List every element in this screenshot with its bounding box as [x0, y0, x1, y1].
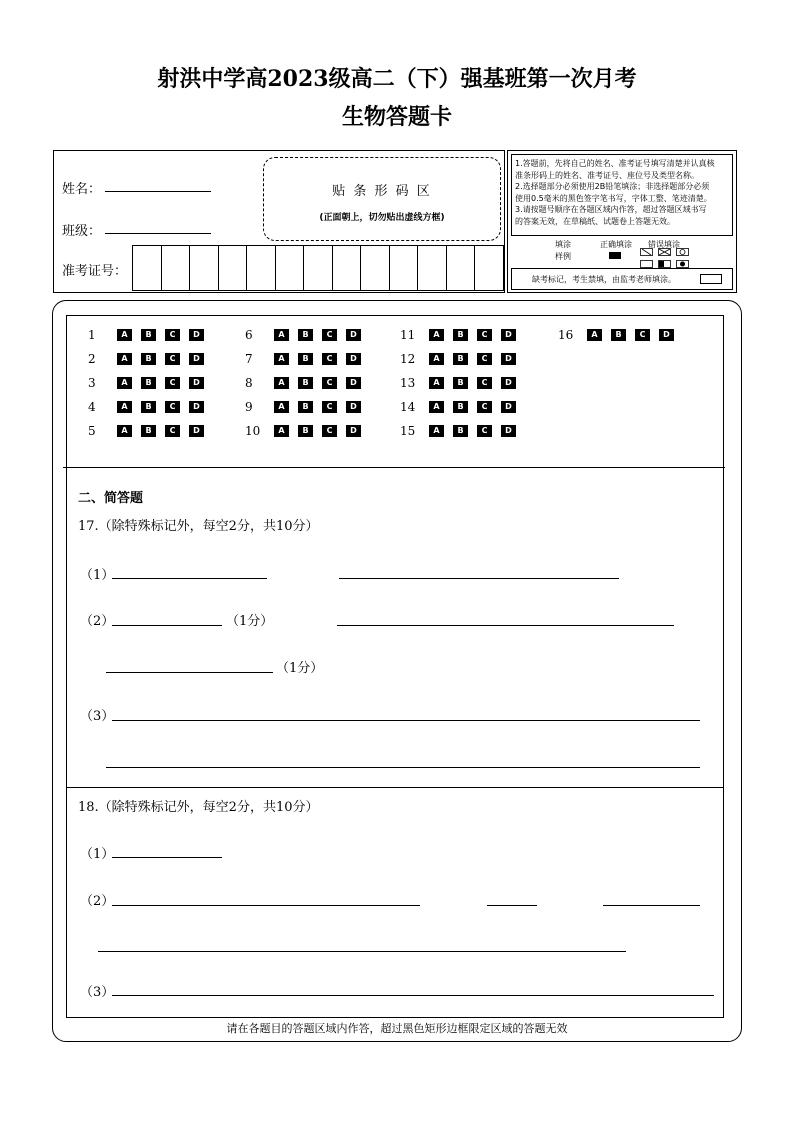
option-letter: D — [193, 426, 200, 435]
question-number: 3 — [88, 376, 96, 390]
option-bubble[interactable] — [634, 328, 651, 342]
option-bubble[interactable] — [273, 424, 290, 438]
option-letter: A — [121, 330, 128, 339]
option-letter: B — [145, 378, 152, 387]
option-letter: C — [169, 426, 176, 435]
option-bubble[interactable] — [297, 352, 314, 366]
option-bubble[interactable] — [452, 424, 469, 438]
absent-mark-checkbox[interactable] — [700, 274, 722, 284]
option-bubble[interactable] — [428, 424, 445, 438]
q17-part2-mark: （1分） — [226, 614, 274, 629]
exam-id-label: 准考证号： — [62, 264, 128, 279]
exam-id-cell[interactable] — [189, 246, 190, 290]
option-letter: B — [302, 378, 309, 387]
option-letter: B — [145, 330, 152, 339]
option-bubble[interactable] — [273, 328, 290, 342]
option-letter: A — [433, 378, 440, 387]
option-bubble[interactable] — [188, 352, 205, 366]
option-letter: A — [278, 426, 285, 435]
q18-title: 18.（除特殊标记外，每空2分，共10分） — [78, 800, 319, 815]
q17-part2-blank3[interactable] — [106, 672, 273, 673]
option-letter: C — [169, 354, 176, 363]
option-letter: D — [350, 378, 357, 387]
option-bubble[interactable] — [116, 328, 133, 342]
option-bubble[interactable] — [321, 328, 338, 342]
choice-question — [245, 399, 369, 415]
option-bubble[interactable] — [500, 376, 517, 390]
option-bubble[interactable] — [345, 400, 362, 414]
option-letter: C — [169, 378, 176, 387]
instructions-box — [507, 150, 737, 293]
option-bubble[interactable] — [297, 400, 314, 414]
option-letter: A — [278, 354, 285, 363]
option-bubble[interactable] — [476, 328, 493, 342]
question-number: 6 — [245, 328, 253, 342]
exam-title: 射洪中学高2023级高二（下）强基班第一次月考 — [157, 66, 637, 92]
q17-part2-mark2: （1分） — [276, 661, 324, 676]
exam-id-cell[interactable] — [275, 246, 276, 290]
option-bubble[interactable] — [188, 376, 205, 390]
choice-question — [400, 327, 524, 343]
option-bubble[interactable] — [452, 376, 469, 390]
name-label: 姓名： — [62, 182, 102, 197]
option-bubble[interactable] — [452, 328, 469, 342]
answer-inner-frame — [66, 315, 724, 1018]
option-letter: A — [121, 378, 128, 387]
exam-id-cell[interactable] — [389, 246, 390, 290]
option-bubble[interactable] — [345, 376, 362, 390]
question-number: 9 — [245, 400, 253, 414]
question-number: 16 — [558, 328, 574, 342]
question-number: 15 — [400, 424, 416, 438]
option-bubble[interactable] — [273, 400, 290, 414]
option-letter: D — [350, 330, 357, 339]
option-bubble[interactable] — [164, 328, 181, 342]
option-bubble[interactable] — [476, 400, 493, 414]
q18-part2-blank3[interactable] — [603, 905, 700, 906]
wrong-fill-samples — [640, 248, 700, 270]
choice-question — [558, 327, 682, 343]
option-bubble[interactable] — [273, 352, 290, 366]
option-letter: B — [145, 354, 152, 363]
name-field[interactable] — [105, 191, 211, 192]
option-letter: C — [169, 330, 176, 339]
option-letter: B — [145, 426, 152, 435]
option-bubble[interactable] — [452, 352, 469, 366]
option-letter: A — [433, 330, 440, 339]
q17-part2-blank1[interactable] — [112, 625, 222, 626]
exam-id-grid[interactable] — [132, 245, 504, 291]
student-info-box — [53, 150, 505, 293]
q17-part1-blank1[interactable] — [112, 578, 267, 579]
q18-part1-blank[interactable] — [112, 857, 222, 858]
exam-id-cell[interactable] — [446, 246, 447, 290]
question-number: 8 — [245, 376, 253, 390]
option-bubble[interactable] — [476, 352, 493, 366]
q18-part3-blank[interactable] — [112, 995, 714, 996]
option-letter: D — [505, 426, 512, 435]
choice-question — [88, 351, 212, 367]
option-bubble[interactable] — [188, 400, 205, 414]
question-number: 7 — [245, 352, 253, 366]
option-bubble[interactable] — [500, 352, 517, 366]
correct-fill-label: 正确填涂 — [600, 240, 632, 249]
choice-question — [400, 375, 524, 391]
choice-question — [88, 423, 212, 439]
choice-question — [400, 399, 524, 415]
option-letter: B — [457, 354, 464, 363]
question-number: 1 — [88, 328, 96, 342]
q18-part2-blank4[interactable] — [98, 951, 626, 952]
question-number: 4 — [88, 400, 96, 414]
option-letter: A — [121, 402, 128, 411]
option-bubble[interactable] — [658, 328, 675, 342]
choice-question — [400, 351, 524, 367]
option-bubble[interactable] — [476, 424, 493, 438]
note-line: 使用0.5毫米的黑色签字笔书写，字体工整、笔迹清楚。 — [515, 193, 712, 203]
exam-id-cell[interactable] — [303, 246, 304, 290]
option-letter: B — [457, 402, 464, 411]
note-line: 3.请按题号顺序在各题区域内作答，超过答题区域书写 — [515, 205, 707, 214]
option-letter: D — [350, 402, 357, 411]
q18-part1-label: （1） — [80, 847, 115, 862]
note-line: 1.答题前，先将自己的姓名、准考证号填写清楚并认真核 — [515, 159, 715, 168]
option-bubble[interactable] — [164, 400, 181, 414]
option-letter: D — [193, 354, 200, 363]
option-bubble[interactable] — [428, 400, 445, 414]
q17-part1-blank2[interactable] — [339, 578, 619, 579]
choice-question — [245, 375, 369, 391]
absent-mark-text: 缺考标记，考生禁填，由监考老师填涂。 — [532, 275, 676, 284]
option-letter: C — [326, 378, 333, 387]
q17-part2-label: （2） — [80, 614, 115, 629]
question-number: 2 — [88, 352, 96, 366]
option-letter: D — [350, 354, 357, 363]
exam-id-cell[interactable] — [360, 246, 361, 290]
option-letter: D — [350, 426, 357, 435]
section-divider — [63, 467, 725, 468]
option-letter: B — [457, 378, 464, 387]
option-letter: D — [193, 402, 200, 411]
option-letter: B — [457, 426, 464, 435]
exam-id-cell[interactable] — [332, 246, 333, 290]
option-bubble[interactable] — [500, 424, 517, 438]
option-letter: B — [302, 402, 309, 411]
option-letter: C — [481, 378, 488, 387]
class-field[interactable] — [105, 233, 211, 234]
wrong-fill-label: 错误填涂 — [648, 240, 680, 249]
option-letter: C — [326, 402, 333, 411]
q17-part1-label: （1） — [80, 568, 115, 583]
absent-mark-box — [511, 268, 733, 290]
option-letter: A — [433, 402, 440, 411]
option-bubble[interactable] — [428, 352, 445, 366]
q18-part2-blank2[interactable] — [487, 905, 537, 906]
q17-part3-blank2[interactable] — [106, 767, 700, 768]
option-bubble[interactable] — [428, 328, 445, 342]
option-letter: A — [591, 330, 598, 339]
option-letter: A — [278, 330, 285, 339]
option-bubble[interactable] — [188, 424, 205, 438]
choice-question — [245, 351, 369, 367]
wrong-sample-empty — [641, 261, 653, 268]
exam-id-cell[interactable] — [161, 246, 162, 290]
question-number: 10 — [245, 424, 261, 438]
q18-part3-label: （3） — [80, 985, 115, 1000]
question-number: 11 — [400, 328, 416, 342]
choice-question — [88, 327, 212, 343]
choice-question — [88, 375, 212, 391]
option-bubble[interactable] — [428, 376, 445, 390]
option-bubble[interactable] — [116, 400, 133, 414]
question-number: 5 — [88, 424, 96, 438]
option-bubble[interactable] — [273, 376, 290, 390]
option-letter: B — [302, 354, 309, 363]
option-bubble[interactable] — [188, 328, 205, 342]
option-letter: A — [278, 402, 285, 411]
option-bubble[interactable] — [140, 328, 157, 342]
option-letter: A — [121, 426, 128, 435]
option-bubble[interactable] — [140, 424, 157, 438]
option-bubble[interactable] — [500, 328, 517, 342]
question-number: 13 — [400, 376, 416, 390]
option-bubble[interactable] — [321, 376, 338, 390]
note-line: 2.选择题部分必须使用2B铅笔填涂；非选择题部分必须 — [515, 182, 710, 191]
option-letter: B — [302, 426, 309, 435]
option-letter: D — [505, 354, 512, 363]
option-bubble[interactable] — [140, 400, 157, 414]
option-letter: D — [663, 330, 670, 339]
q17-q18-divider — [66, 787, 724, 788]
option-bubble[interactable] — [116, 352, 133, 366]
class-label: 班级： — [62, 224, 102, 239]
option-bubble[interactable] — [321, 424, 338, 438]
option-bubble[interactable] — [500, 400, 517, 414]
fill-sample-label-2: 样例 — [555, 252, 571, 261]
option-bubble[interactable] — [452, 400, 469, 414]
option-bubble[interactable] — [321, 400, 338, 414]
option-letter: C — [326, 354, 333, 363]
choice-question — [400, 423, 524, 439]
footer-warning: 请在各题目的答题区域内作答，超过黑色矩形边框限定区域的答题无效 — [226, 1022, 568, 1035]
note-line: 的答案无效，在草稿纸、试题卷上答题无效。 — [515, 216, 675, 226]
option-bubble[interactable] — [140, 352, 157, 366]
option-letter: A — [433, 354, 440, 363]
option-bubble[interactable] — [586, 328, 603, 342]
correct-fill-sample — [609, 252, 621, 259]
option-letter: C — [639, 330, 646, 339]
section2-heading: 二、简答题 — [78, 491, 144, 506]
question-number: 12 — [400, 352, 416, 366]
option-letter: C — [326, 330, 333, 339]
option-bubble[interactable] — [116, 376, 133, 390]
option-bubble[interactable] — [610, 328, 627, 342]
q17-part3-label: （3） — [80, 709, 115, 724]
option-bubble[interactable] — [476, 376, 493, 390]
barcode-hint: (正面朝上，切勿贴出虚线方框) — [319, 213, 445, 223]
question-number: 14 — [400, 400, 416, 414]
option-letter: D — [193, 378, 200, 387]
option-bubble[interactable] — [297, 376, 314, 390]
note-line: 准条形码上的姓名、准考证号、座位号及类型名称。 — [515, 170, 699, 180]
q17-title: 17.（除特殊标记外，每空2分，共10分） — [78, 519, 319, 534]
option-bubble[interactable] — [345, 424, 362, 438]
option-letter: B — [615, 330, 622, 339]
option-letter: B — [302, 330, 309, 339]
option-letter: B — [145, 402, 152, 411]
option-bubble[interactable] — [164, 352, 181, 366]
barcode-area — [263, 157, 501, 241]
option-bubble[interactable] — [297, 328, 314, 342]
option-letter: C — [481, 426, 488, 435]
option-letter: C — [481, 402, 488, 411]
exam-id-cell[interactable] — [474, 246, 475, 290]
option-letter: C — [481, 330, 488, 339]
q18-part2-blank1[interactable] — [112, 905, 420, 906]
exam-id-cell[interactable] — [218, 246, 219, 290]
option-letter: A — [278, 378, 285, 387]
card-title: 生物答题卡 — [341, 104, 452, 130]
option-letter: C — [481, 354, 488, 363]
option-letter: D — [505, 378, 512, 387]
exam-id-cell[interactable] — [417, 246, 418, 290]
option-bubble[interactable] — [321, 352, 338, 366]
choice-question — [245, 327, 369, 343]
option-letter: A — [433, 426, 440, 435]
q18-part2-label: （2） — [80, 894, 115, 909]
option-bubble[interactable] — [164, 376, 181, 390]
option-letter: D — [505, 402, 512, 411]
barcode-title: 贴 条 形 码 区 — [332, 184, 432, 199]
q17-part3-blank1[interactable] — [112, 720, 700, 721]
option-letter: C — [169, 402, 176, 411]
option-bubble[interactable] — [140, 376, 157, 390]
option-bubble[interactable] — [164, 424, 181, 438]
q17-part2-blank2[interactable] — [337, 625, 674, 626]
instructions-notes — [511, 154, 733, 236]
option-bubble[interactable] — [297, 424, 314, 438]
option-letter: D — [505, 330, 512, 339]
fill-sample-label: 填涂 — [555, 240, 571, 249]
option-letter: D — [193, 330, 200, 339]
option-bubble[interactable] — [116, 424, 133, 438]
choice-question — [245, 423, 369, 439]
option-letter: C — [326, 426, 333, 435]
option-bubble[interactable] — [345, 352, 362, 366]
option-bubble[interactable] — [345, 328, 362, 342]
exam-id-cell[interactable] — [246, 246, 247, 290]
choice-question — [88, 399, 212, 415]
option-letter: A — [121, 354, 128, 363]
option-letter: B — [457, 330, 464, 339]
